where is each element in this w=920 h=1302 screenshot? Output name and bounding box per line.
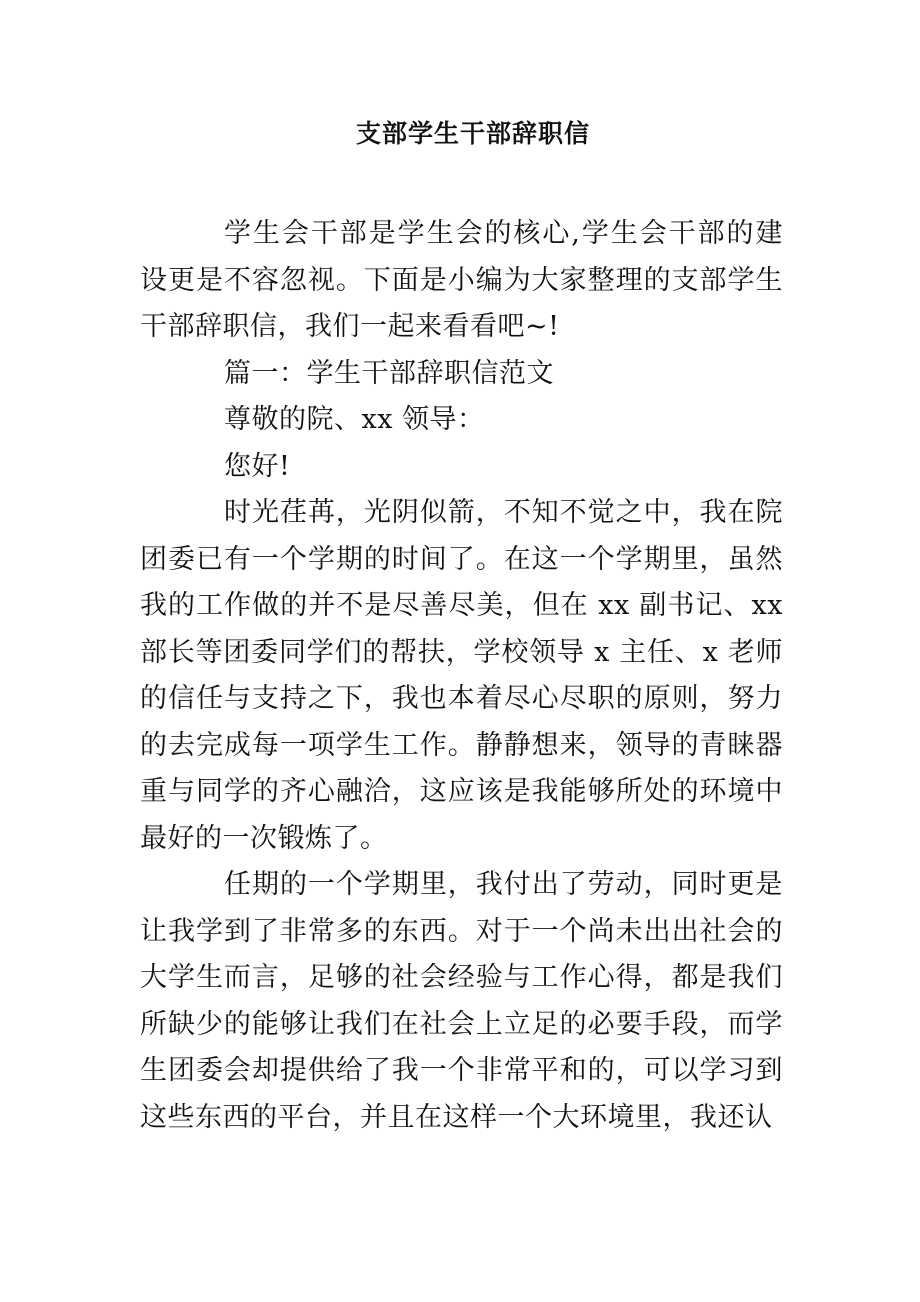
document-body xyxy=(140,211,783,1141)
body-paragraph: 任期的一个学期里，我付出了劳动，同时更是让我学到了非常多的东西。对于一个尚未出出社会的大学生而言，足够的社会经验与工作心得，都是我们所缺少的能够让我们在社会上立足的必要手段，而学生团委会却提供给了我一个非常平和的，可以学习到这些东西的平台，并且在这样一个大环境里，我还认 xyxy=(140,869,783,1133)
salutation: 尊敬的院、xx 领导： xyxy=(224,404,485,435)
document-title: 支部学生干部辞职信 xyxy=(355,119,590,148)
intro-paragraph: 学生会干部是学生会的核心,学生会干部的建设更是不容忽视。下面是小编为大家整理的支部学生干部辞职信，我们一起来看看吧~! xyxy=(140,218,783,342)
section-heading: 篇一：学生干部辞职信范文 xyxy=(224,357,554,389)
greeting: 您好! xyxy=(224,450,291,482)
body-paragraph: 时光荏苒，光阴似箭，不知不觉之中，我在院团委已有一个学期的时间了。在这一个学期里，虽然我的工作做的并不是尽善尽美，但在 xx 副书记、xx 部长等团委同学们的帮扶，学校领导 x 主任、x 老师的信任与支持之下，我也本着尽心尽职的原则，努力的去完成每一项学生工作。静静想来，领导的青睐器重与同学的齐心融洽，这应该是我能够所处的环境中最好的一次锻炼了。 xyxy=(140,497,783,854)
